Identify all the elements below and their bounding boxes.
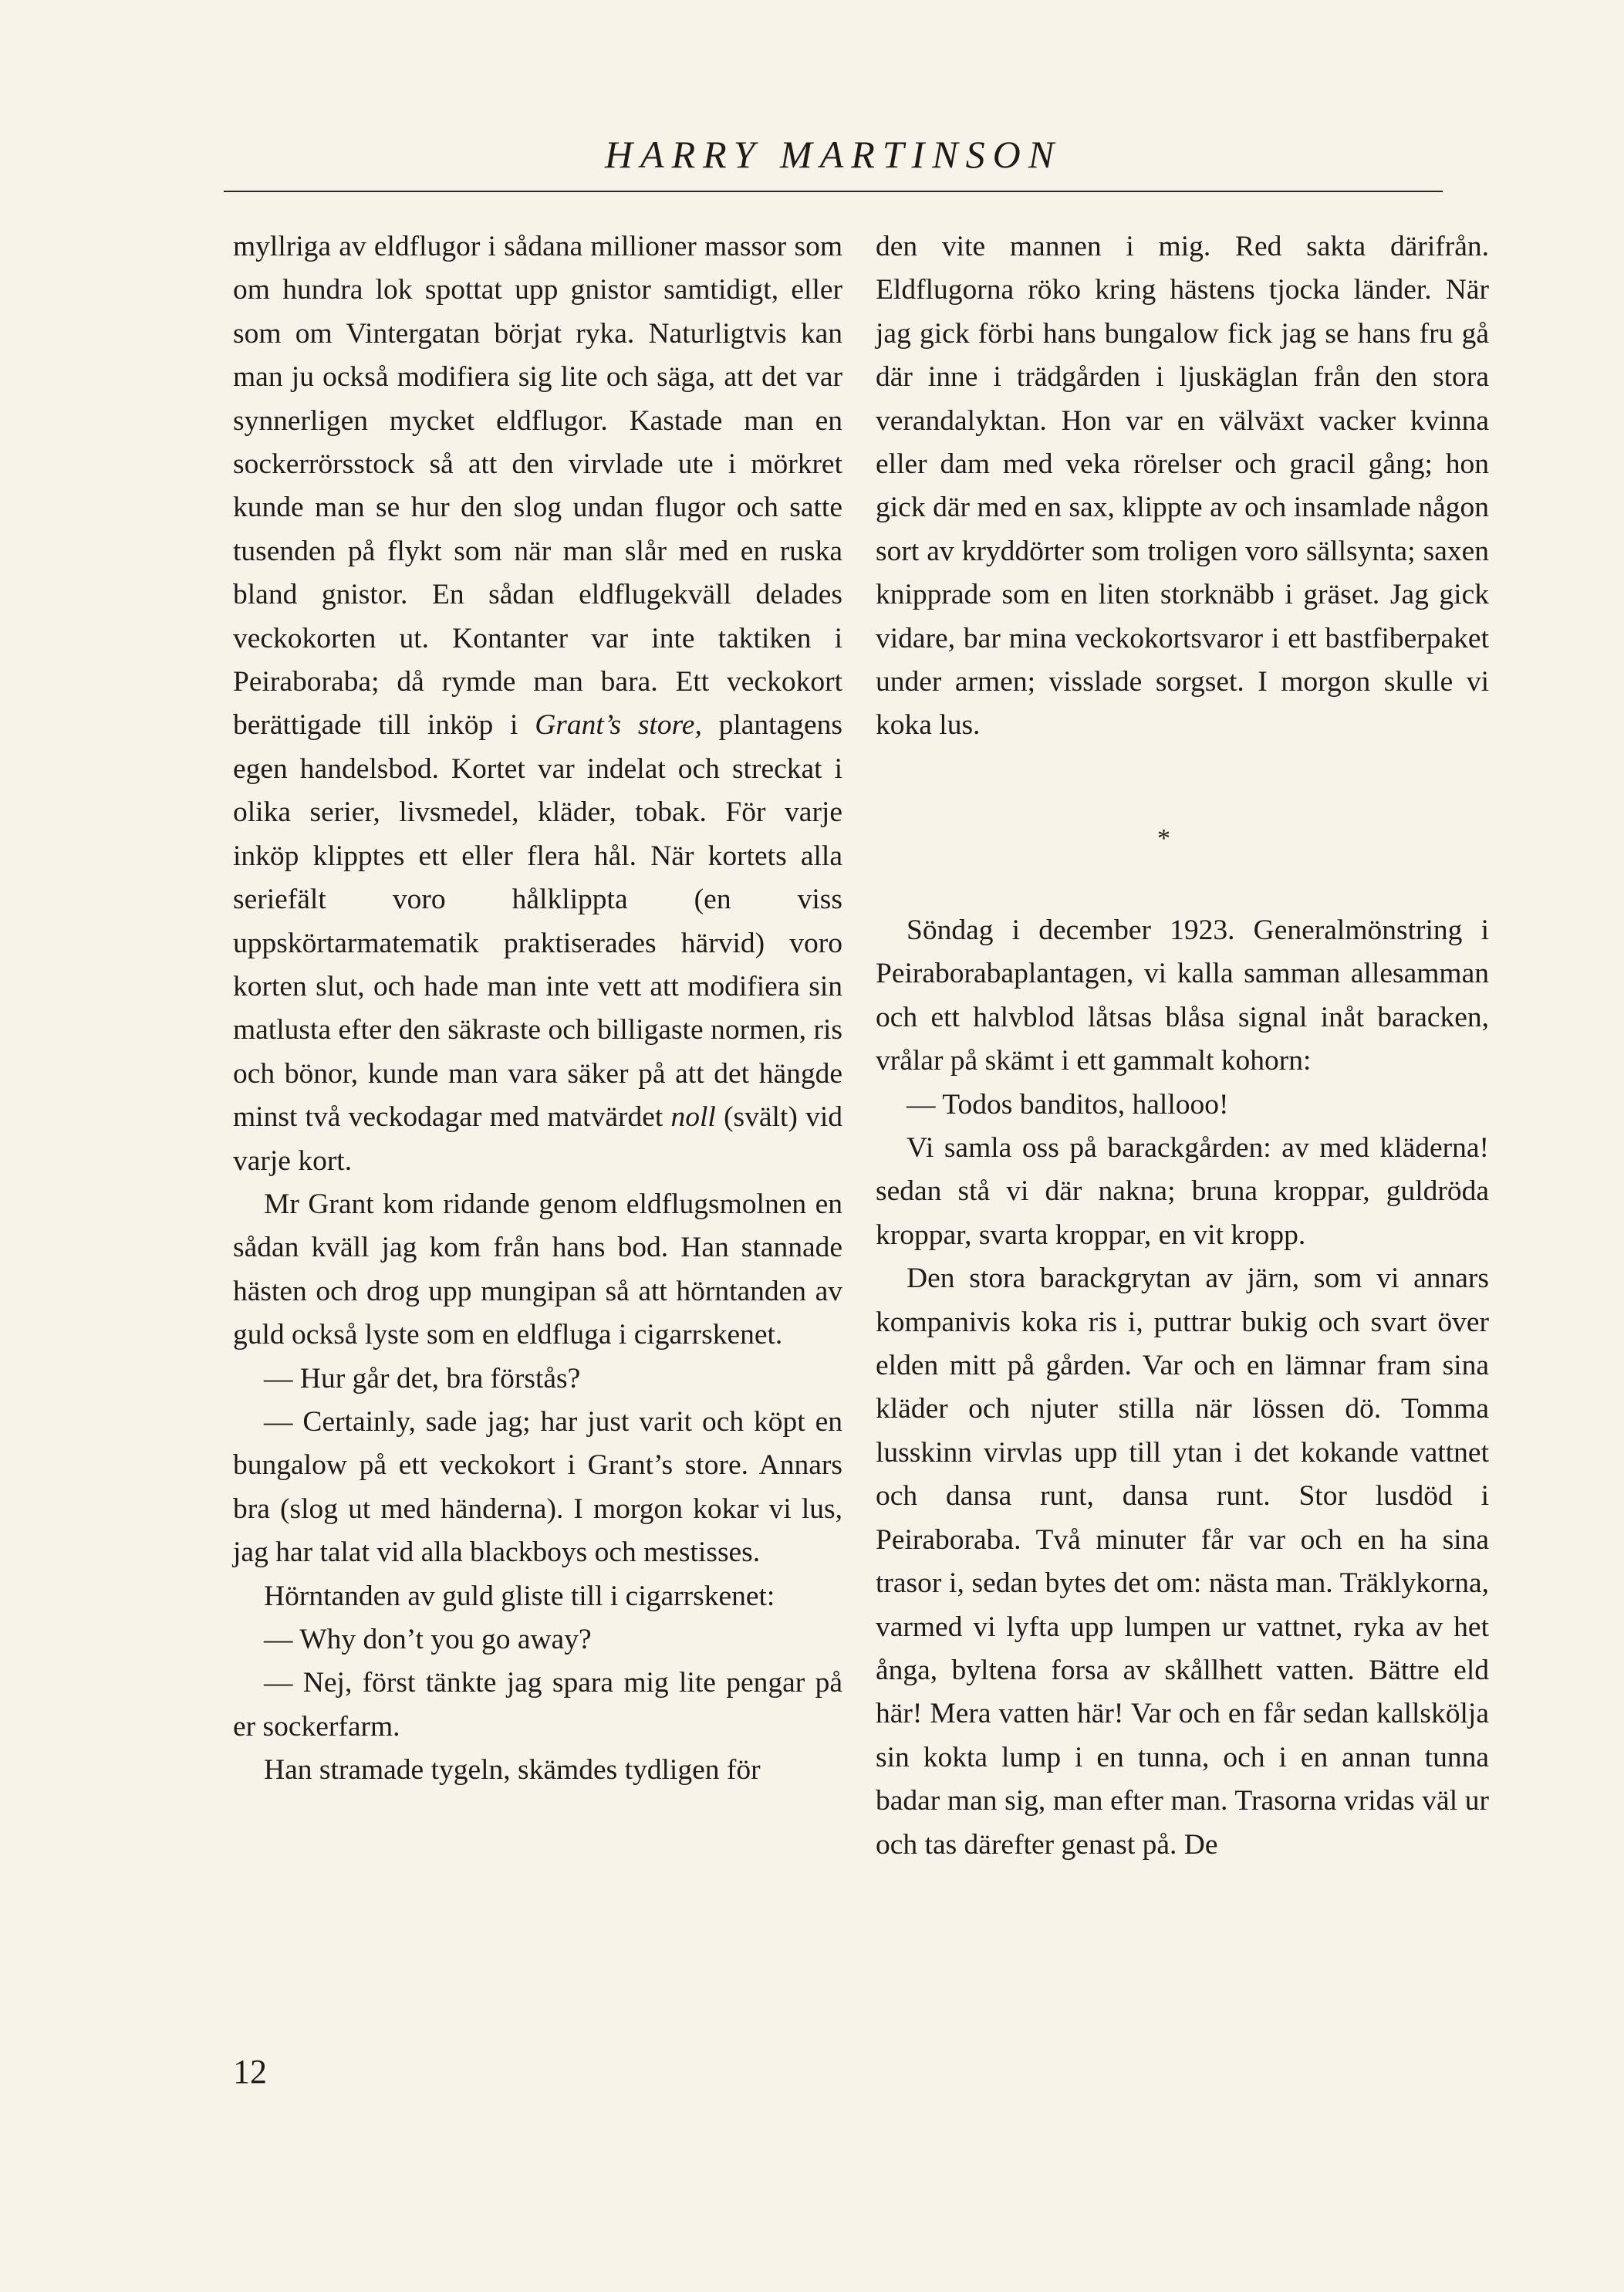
right-column-top	[876, 225, 1489, 748]
dialogue-line: — Hur går det, bra förstås?	[264, 1362, 581, 1394]
paragraph: Mr Grant kom ridande genom eldflugsmolnen en sådan kväll jag kom från hans bod. Han stannade hästen och drog upp mungipan så att hörntanden av guld också lyste som en eldfluga i cigarrskenet.	[233, 1188, 842, 1351]
italic-word-noll: noll	[670, 1101, 716, 1134]
paragraph: Söndag i december 1923. Generalmönstring i Peiraborabaplantagen, vi kalla samman allesamman och ett halvblod låtsas blåsa signal inåt baracken, vrålar på skämt i ett gammalt kohorn:	[876, 914, 1489, 1077]
paragraph: Hörntanden av guld gliste till i cigarrskenet:	[264, 1580, 775, 1612]
dialogue-line: — Why don’t you go away?	[264, 1624, 592, 1655]
left-column	[233, 225, 842, 1793]
text-run: plantagens egen handelsbod. Kortet var indelat och streckat i olika serier, livsmedel, kläder, tobak. För varje inköp klipptes ett eller flera hål. När kortets alla seriefält voro hålklippta (en viss uppskörtarmatematik praktiserades härvid) voro korten slut, och hade man inte vett att modifiera sin matlusta efter den säkraste och billigaste normen, ris och bönor, kunde man vara säker på att det hängde minst två veckodagar med matvärdet	[233, 709, 842, 1134]
text-run: myllriga av eldflugor i sådana millioner massor som om hundra lok spottat upp gnistor samtidigt, eller som om Vintergatan börjat ryka. Naturligtvis kan man ju också modifiera sig lite och säga, att det var synnerligen mycket eldflugor. Kastade man en sockerrörsstock så att den virvlade ute i mörkret kunde man se hur den slog undan flugor och satte tusenden på flykt som när man slår med en ruska bland gnistor. En sådan eldflugekväll delades veckokorten ut. Kontanter var inte taktiken i Peiraboraba; då rymde man bara. Ett veckokort berättigade till inköp i	[233, 231, 842, 742]
running-head-title: HARRY MARTINSON	[604, 133, 1062, 176]
dialogue-line: — Todos banditos, hallooo!	[907, 1088, 1229, 1121]
paragraph: Den stora barackgrytan av järn, som vi annars kompanivis koka ris i, puttrar bukig och svart över elden mitt på gården. Var och en lämnar fram sina kläder och njuter stilla när lössen dö. Tomma lusskinn virvlas upp till ytan i det kokande vattnet och dansa runt, dansa runt. Stor lusdöd i Peiraboraba. Två minuter får var och en ha sina trasor i, sedan bytes det om: nästa man. Träklykorna, varmed vi lyfta upp lumpen ur vattnet, ryka av het ånga, byltena forsa av skållhett vatten. Bättre eld här! Mera vatten här! Var och en får sedan kallskölja sin kokta lump i en tunna, och i en annan tunna badar man sig, man efter man. Trasorna vridas väl ur och tas därefter genast på. De	[876, 1263, 1489, 1861]
header-rule	[224, 191, 1443, 192]
paragraph: den vite mannen i mig. Red sakta därifrån. Eldflugorna röko kring hästens tjocka länder. När jag gick förbi hans bungalow fick jag se hans fru gå där inne i trädgården i ljuskäglan från den stora verandalyktan. Hon var en välväxt vacker kvinna eller dam med veka rörelser och gracil gång; hon gick där med en sax, klippte av och insamlade någon sort av kryddörter som troligen voro sällsynta; saxen knipprade som en liten storknäbb i gräset. Jag gick vidare, bar mina veckokortsvaror i ett bastfiberpaket under armen; visslade sorgset. I morgon skulle vi koka lus.	[876, 231, 1489, 742]
page-number: 12	[233, 2053, 267, 2091]
dialogue-line: — Certainly, sade jag; har just varit och köpt en bungalow på ett veckokort i Grant’s store. Annars bra (slog ut med händerna). I morgon kokar vi lus, jag har talat vid alla blackboys och mestisses.	[233, 1405, 842, 1569]
section-break-asterisk: *	[1157, 824, 1170, 853]
text-run: (svält) vid varje kort.	[233, 1101, 842, 1177]
italic-store-name: Grant’s store,	[535, 709, 702, 742]
paragraph: Vi samla oss på barackgården: av med kläderna! sedan stå vi där nakna; bruna kroppar, guldröda kroppar, svarta kroppar, en vit kropp.	[876, 1132, 1489, 1251]
paragraph: Han stramade tygeln, skämdes tydligen för	[264, 1754, 761, 1787]
right-column-bottom	[876, 909, 1489, 1867]
dialogue-line: — Nej, först tänkte jag spara mig lite pengar på er sockerfarm.	[233, 1667, 842, 1743]
paragraph	[233, 225, 842, 1183]
